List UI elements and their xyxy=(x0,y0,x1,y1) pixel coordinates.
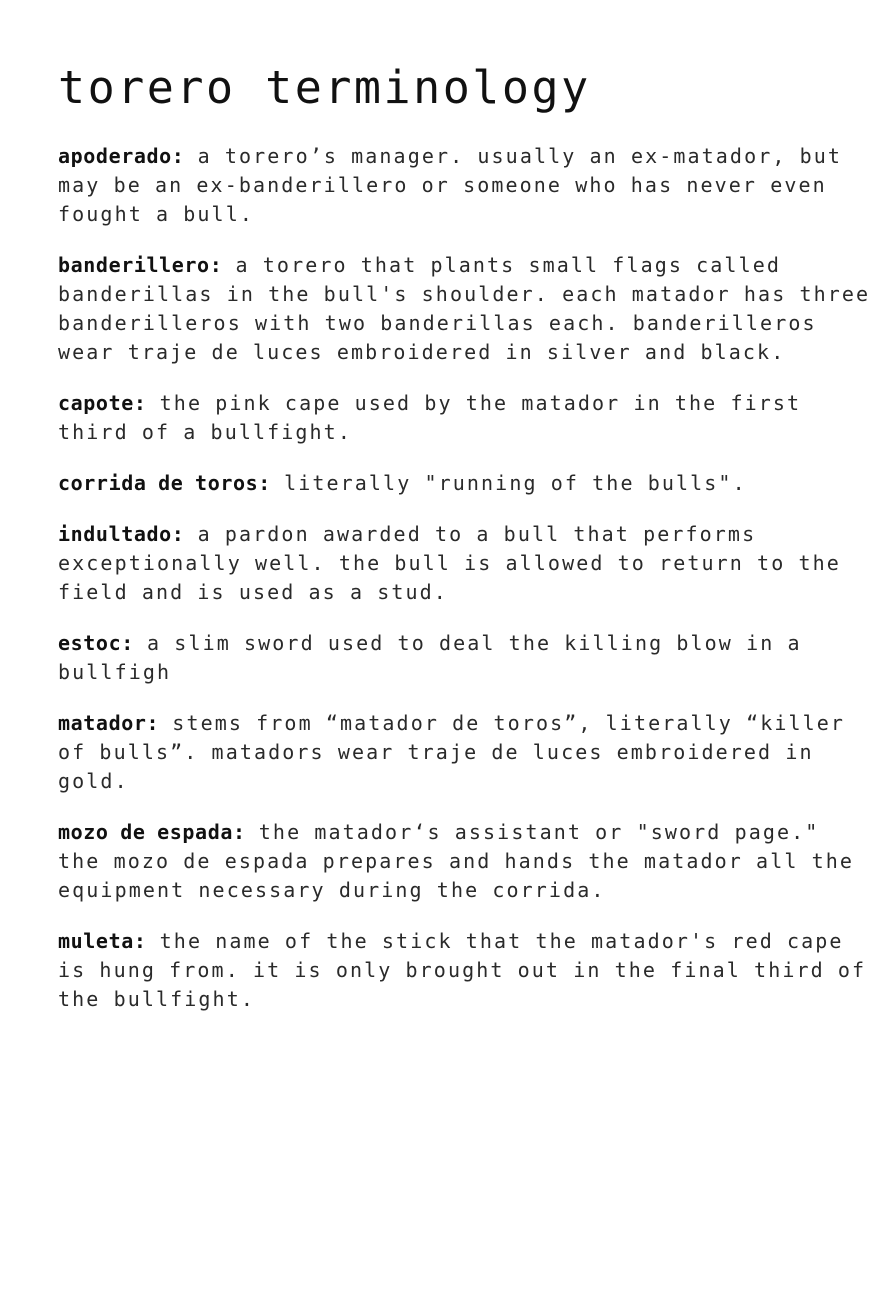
document-page xyxy=(58,58,873,1036)
glossary-entry-mozo-de-espada xyxy=(58,818,873,905)
glossary-term: estoc: xyxy=(58,631,134,655)
glossary-definition: the matador‘s assistant or "sword page." the mozo de espada prepares and hands the matador all the equipment necessary during the corrida. xyxy=(58,820,855,902)
glossary-definition: the name of the stick that the matador's red cape is hung from. it is only brought out in the final third of the bullfight. xyxy=(58,929,867,1011)
glossary-entry-muleta xyxy=(58,927,873,1014)
glossary-definition: the pink cape used by the matador in the first third of a bullfight. xyxy=(58,391,802,444)
glossary-entry-matador xyxy=(58,709,873,796)
glossary-term: muleta: xyxy=(58,929,147,953)
glossary-definition: literally "running of the bulls". xyxy=(284,471,747,495)
glossary-entry-banderillero xyxy=(58,251,873,367)
glossary-entry-apoderado xyxy=(58,142,873,229)
glossary-entry-capote xyxy=(58,389,873,447)
glossary-entry-estoc xyxy=(58,629,873,687)
page-title: torero terminology xyxy=(58,61,591,114)
glossary-definition: a torero that plants small flags called banderillas in the bull's shoulder. each matador has three banderilleros with two banderillas each. banderilleros wear traje de luces embroidered in silver and black. xyxy=(58,253,871,364)
glossary-definition: a slim sword used to deal the killing blow in a bullfigh xyxy=(58,631,802,684)
glossary-term: corrida de toros: xyxy=(58,471,271,495)
glossary-term: banderillero: xyxy=(58,253,223,277)
glossary-term: capote: xyxy=(58,391,147,415)
glossary-definition: stems from “matador de toros”, literally “killer of bulls”. matadors wear traje de luces embroidered in gold. xyxy=(58,711,846,793)
glossary-definition: a torero’s manager. usually an ex-matador, but may be an ex-banderillero or someone who has never even fought a bull. xyxy=(58,144,843,226)
glossary-term: matador: xyxy=(58,711,160,735)
glossary-term: mozo de espada: xyxy=(58,820,246,844)
glossary-entry-corrida-de-toros xyxy=(58,469,873,498)
glossary-entry-indultado xyxy=(58,520,873,607)
glossary-term: apoderado: xyxy=(58,144,185,168)
glossary-list xyxy=(58,142,873,1014)
glossary-term: indultado: xyxy=(58,522,185,546)
glossary-definition: a pardon awarded to a bull that performs exceptionally well. the bull is allowed to return to the field and is used as a stud. xyxy=(58,522,841,604)
